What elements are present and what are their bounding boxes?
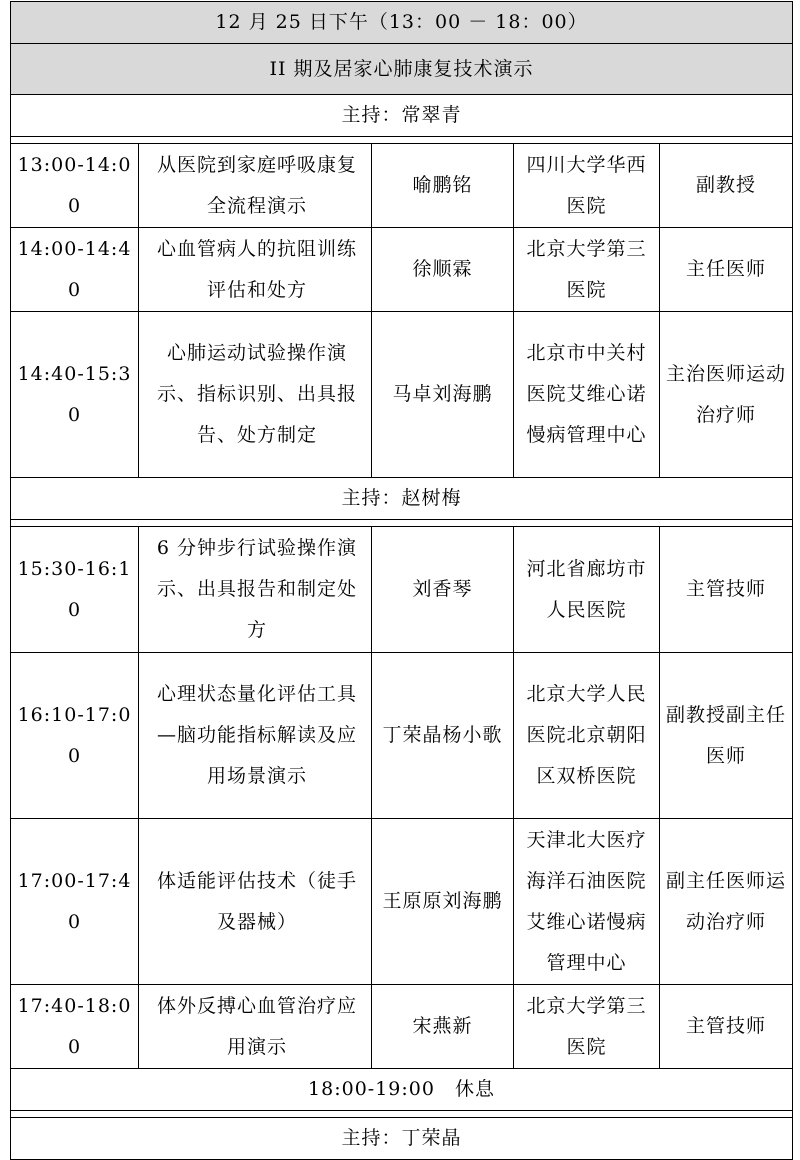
topic-cell: 6 分钟步行试验操作演示、出具报告和制定处方 [139, 527, 372, 653]
topic-cell: 体适能评估技术（徒手及器械） [139, 819, 372, 985]
host-row: 主持：赵树梅 [11, 478, 793, 520]
topic-cell: 心肺运动试验操作演示、指标识别、出具报告、处方制定 [139, 312, 372, 478]
table-row [11, 985, 793, 1069]
title-cell: 主治医师运动治疗师 [660, 312, 793, 478]
time-cell: 14:40-15:30 [11, 312, 139, 478]
schedule-table [10, 1, 793, 1160]
org-cell: 河北省廊坊市人民医院 [514, 527, 660, 653]
time-cell: 13:00-14:00 [11, 144, 139, 228]
org-cell: 北京大学人民医院北京朝阳区双桥医院 [514, 653, 660, 819]
org-cell: 北京大学第三医院 [514, 985, 660, 1069]
title-cell: 副教授 [660, 144, 793, 228]
table-row [11, 312, 793, 478]
title-cell: 主管技师 [660, 527, 793, 653]
topic-cell: 体外反搏心血管治疗应用演示 [139, 985, 372, 1069]
org-cell: 北京市中关村医院艾维心诺慢病管理中心 [514, 312, 660, 478]
section-title: II 期及居家心肺康复技术演示 [11, 44, 793, 95]
topic-cell: 从医院到家庭呼吸康复全流程演示 [139, 144, 372, 228]
speaker-cell: 刘香琴 [372, 527, 514, 653]
table-row [11, 228, 793, 312]
speaker-cell: 喻鹏铭 [372, 144, 514, 228]
topic-cell: 心血管病人的抗阻训练评估和处方 [139, 228, 372, 312]
title-cell: 副主任医师运动治疗师 [660, 819, 793, 985]
org-cell: 北京大学第三医院 [514, 228, 660, 312]
table-row [11, 527, 793, 653]
host-row: 主持：丁荣晶 [11, 1118, 793, 1160]
time-cell: 17:40-18:00 [11, 985, 139, 1069]
org-cell: 天津北大医疗海洋石油医院艾维心诺慢病管理中心 [514, 819, 660, 985]
date-header: 12 月 25 日下午（13：00 － 18：00） [11, 2, 793, 44]
title-cell: 主任医师 [660, 228, 793, 312]
topic-cell: 心理状态量化评估工具—脑功能指标解读及应用场景演示 [139, 653, 372, 819]
time-cell: 15:30-16:10 [11, 527, 139, 653]
break-row: 18:00-19:00 休息 [11, 1069, 793, 1111]
host-row: 主持：常翠青 [11, 95, 793, 137]
org-cell: 四川大学华西医院 [514, 144, 660, 228]
time-cell: 14:00-14:40 [11, 228, 139, 312]
time-cell: 17:00-17:40 [11, 819, 139, 985]
speaker-cell: 马卓刘海鹏 [372, 312, 514, 478]
speaker-cell: 丁荣晶杨小歌 [372, 653, 514, 819]
table-row [11, 144, 793, 228]
speaker-cell: 王原原刘海鹏 [372, 819, 514, 985]
title-cell: 副教授副主任医师 [660, 653, 793, 819]
time-cell: 16:10-17:00 [11, 653, 139, 819]
speaker-cell: 宋燕新 [372, 985, 514, 1069]
speaker-cell: 徐顺霖 [372, 228, 514, 312]
table-row [11, 653, 793, 819]
table-row [11, 819, 793, 985]
title-cell: 主管技师 [660, 985, 793, 1069]
